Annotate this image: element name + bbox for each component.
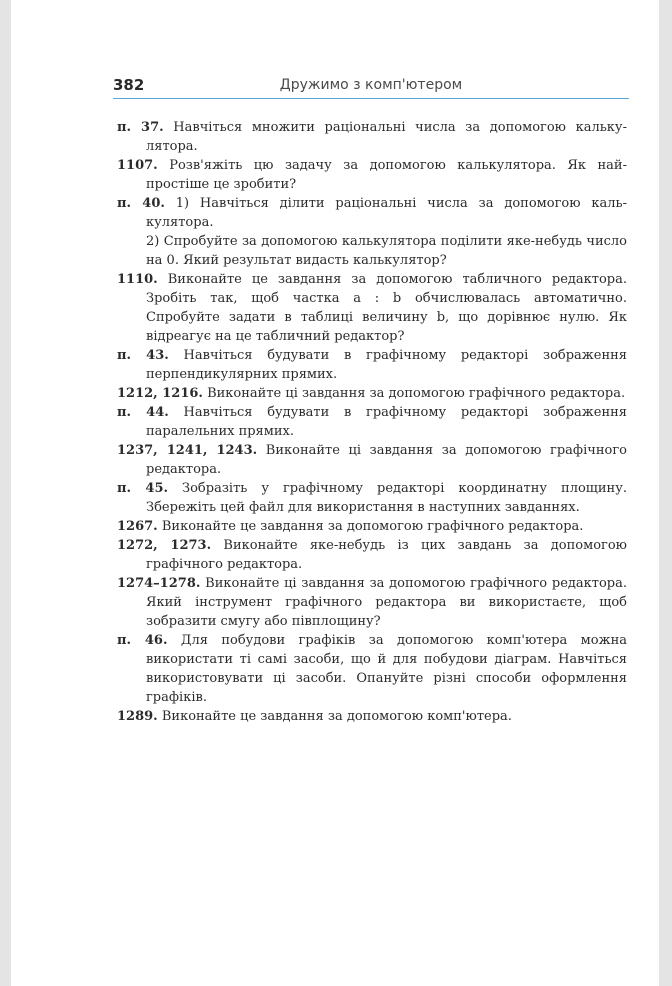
item-text: Виконайте ці завдання за допомогою графічного редактора.	[146, 443, 627, 477]
item-ref: 1110.	[117, 272, 158, 287]
item-ref: п. 46.	[117, 633, 168, 648]
item-text: Розв'яжіть цю задачу за допомогою калькулятора. Як найпростіше це зробити?	[146, 158, 627, 192]
page-number: 382	[113, 76, 145, 94]
exercise-list	[117, 118, 627, 726]
item-text: Навчіться будувати в графічному редакторі зображення перпендикулярних прямих.	[146, 348, 627, 382]
list-item	[117, 384, 627, 403]
item-ref: 1289.	[117, 709, 158, 724]
list-item	[117, 156, 627, 194]
list-item	[117, 517, 627, 536]
list-item	[117, 441, 627, 479]
item-ref: 1237, 1241, 1243.	[117, 443, 258, 458]
item-ref: п. 40.	[117, 196, 165, 211]
item-text: Навчіться будувати в графічному редакторі зображення паралельних прямих.	[146, 405, 627, 439]
item-text: Виконайте яке-небудь із цих завдань за допомогою графічного редактора.	[146, 538, 627, 572]
item-text: Виконайте це завдання за допомогою комп'ютера.	[157, 709, 512, 724]
list-item	[117, 118, 627, 156]
item-ref: 1212, 1216.	[117, 386, 203, 401]
running-head	[113, 76, 629, 99]
item-ref: п. 45.	[117, 481, 169, 496]
header-title: Дружимо з комп'ютером	[279, 77, 463, 93]
item-text: Виконайте ці завдання за допомогою графічного редактора. Який інструмент графічного редактора ви використаєте, щоб зобразити смугу або півплощину?	[146, 576, 627, 629]
list-item	[117, 479, 627, 517]
list-item	[117, 707, 627, 726]
item-text: Навчіться множити раціональні числа за допомогою калькулятора.	[146, 120, 627, 154]
list-item	[117, 194, 627, 232]
item-ref: п. 44.	[117, 405, 169, 420]
list-item	[117, 536, 627, 574]
list-item	[117, 232, 627, 270]
item-ref: п. 43.	[117, 348, 169, 363]
item-ref: 1107.	[117, 158, 158, 173]
textbook-page	[11, 0, 659, 986]
list-item	[117, 403, 627, 441]
item-ref: 1274–1278.	[117, 576, 201, 591]
list-item	[117, 346, 627, 384]
item-text: Виконайте це завдання за допомогою графічного редактора.	[157, 519, 584, 534]
list-item	[117, 631, 627, 707]
item-text: Для побудови графіків за допомогою комп'ютера можна використати ті самі засоби, що й для побудови діаграм. Навчіться використовувати ці засоби. Опануйте різні способи оформлення графіків.	[146, 633, 627, 705]
list-item	[117, 574, 627, 631]
item-text: Виконайте це завдання за допомогою табличного редактора. Зробіть так, щоб частка a : b обчислювалась автоматично. Спробуйте задати в таблиці величину b, що дорівнює нулю. Як відреагує на це табличний редактор?	[146, 272, 627, 344]
item-ref: п. 37.	[117, 120, 164, 135]
item-ref: 1272, 1273.	[117, 538, 212, 553]
item-text: Зобразіть у графічному редакторі координатну площину. Збережіть цей файл для використання в наступних завданнях.	[146, 481, 627, 515]
item-ref: 1267.	[117, 519, 158, 534]
list-item	[117, 270, 627, 346]
item-text: 1) Навчіться ділити раціональні числа за допомогою калькулятора.	[146, 196, 627, 230]
item-text: Виконайте ці завдання за допомогою графічного редактора.	[202, 386, 626, 401]
item-text: 2) Спробуйте за допомогою калькулятора поділити яке-небудь число на 0. Який результат видасть калькулятор?	[146, 234, 627, 268]
